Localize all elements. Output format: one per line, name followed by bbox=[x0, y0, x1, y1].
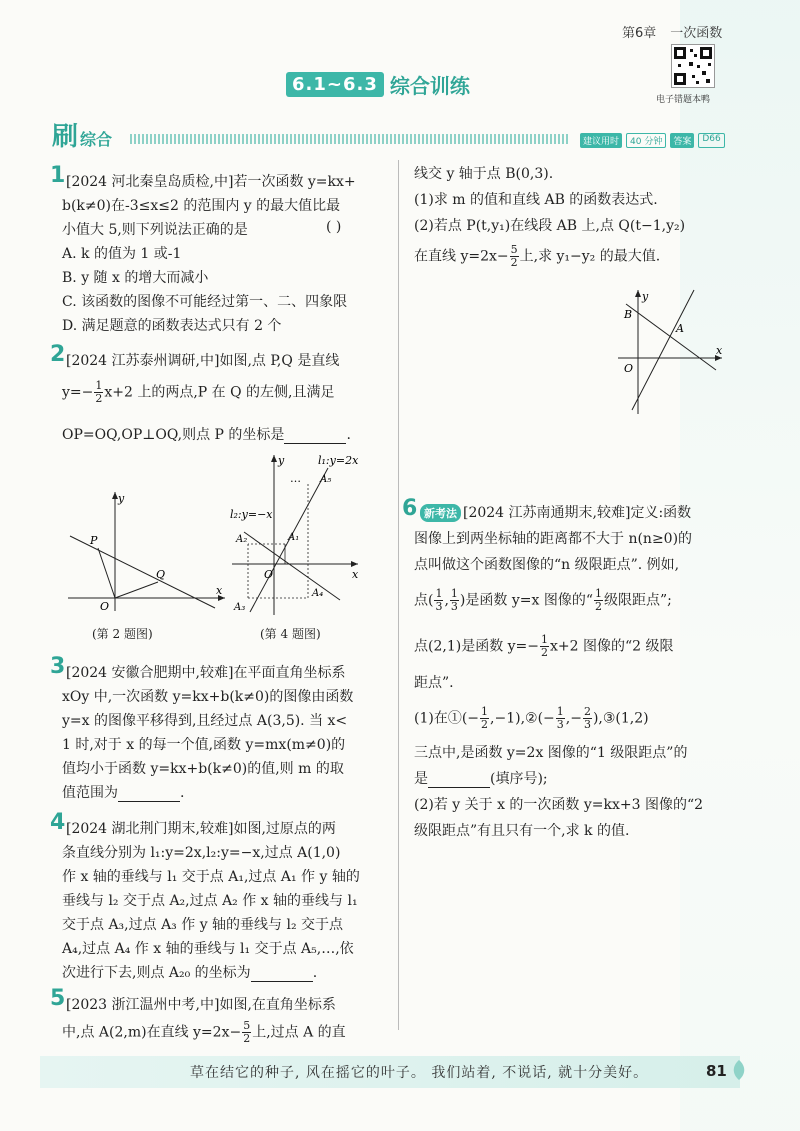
practice-bar-label bbox=[52, 124, 112, 150]
question-text bbox=[62, 1020, 346, 1045]
chapter-number: 第6章 bbox=[622, 26, 657, 41]
answer-blank[interactable] bbox=[284, 427, 346, 444]
fraction bbox=[242, 1020, 251, 1045]
question-text bbox=[62, 380, 335, 405]
fraction bbox=[556, 706, 565, 731]
denominator: 2 bbox=[541, 646, 549, 659]
denominator: 2 bbox=[95, 392, 103, 405]
footer-motto: 草在结它的种子, 风在摇它的叶子。 我们站着, 不说话, 就十分美好。 bbox=[190, 1065, 649, 1081]
question-text bbox=[420, 502, 691, 522]
y-axis-label: y bbox=[642, 290, 649, 303]
numerator: 1 bbox=[556, 705, 564, 718]
text-segment: ,− bbox=[565, 710, 582, 727]
column-divider bbox=[398, 160, 399, 1030]
time-label: 建议用时 bbox=[580, 133, 622, 148]
figure-4-caption: (第 4 题图) bbox=[260, 627, 321, 641]
numerator: 5 bbox=[243, 1019, 251, 1032]
point-a5-label: A₅ bbox=[320, 474, 332, 485]
text-segment: 上,过点 A 的直 bbox=[252, 1024, 346, 1041]
question-number: 1 bbox=[50, 163, 66, 188]
text-segment: 次进行下去,则点 A₂₀ 的坐标为 bbox=[62, 965, 251, 981]
text-segment: 点( bbox=[414, 592, 434, 609]
page-number: 81 bbox=[706, 1062, 727, 1080]
y-axis-label: y bbox=[118, 492, 125, 505]
text-segment: 是 bbox=[414, 771, 428, 787]
denominator: 2 bbox=[594, 600, 602, 613]
question-text: [2024 江苏泰州调研,中]如图,点 P,Q 是直线 bbox=[66, 353, 340, 369]
practice-bar-info bbox=[580, 133, 725, 148]
answer-blank[interactable] bbox=[251, 965, 313, 982]
point-p-label: P bbox=[90, 534, 98, 547]
text-segment: (填序号); bbox=[490, 771, 548, 787]
ellipsis-label: … bbox=[290, 472, 301, 485]
practice-bar-sub: 综合 bbox=[80, 130, 113, 149]
point-b-label: B bbox=[624, 308, 633, 321]
figure-5 bbox=[612, 286, 732, 416]
option-b[interactable]: B. y 随 x 的增大而减小 bbox=[62, 270, 209, 286]
fraction bbox=[583, 706, 592, 731]
point-a1-label: A₁ bbox=[288, 532, 300, 543]
origin-label: O bbox=[100, 600, 110, 613]
fraction bbox=[540, 634, 549, 659]
numerator: 1 bbox=[541, 633, 549, 646]
question-number: 4 bbox=[50, 810, 66, 835]
question-text: 点叫做这个函数图像的“n 级限距点”. 例如, bbox=[414, 557, 680, 573]
text-segment: (1)在①(− bbox=[414, 710, 480, 727]
section-badge: 6.1~6.3 bbox=[286, 72, 384, 97]
answer-paren[interactable]: ( ) bbox=[326, 219, 342, 235]
question-text: 距点”. bbox=[414, 675, 454, 691]
question-text: (1)求 m 的值和直线 AB 的函数表达式. bbox=[414, 192, 658, 208]
qr-caption: 电子错题本鸭 bbox=[656, 95, 711, 105]
fraction bbox=[434, 588, 443, 613]
question-text: [2024 湖北荆门期末,较难]如图,过原点的两 bbox=[66, 821, 336, 837]
question-text: [2023 浙江温州中考,中]如图,在直角坐标系 bbox=[66, 997, 336, 1013]
question-text: xOy 中,一次函数 y=kx+b(k≠0)的图像由函数 bbox=[62, 689, 354, 705]
text-segment: . bbox=[180, 785, 185, 801]
question-text: 三点中,是函数 y=2x 图像的“1 级限距点”的 bbox=[414, 745, 688, 761]
text-segment: 中,点 A(2,m)在直线 y=2x− bbox=[62, 1024, 242, 1041]
page-edge-decoration bbox=[680, 0, 800, 1131]
question-text: 交于点 A₃,过点 A₃ 作 y 轴的垂线与 l₂ 交于点 bbox=[62, 917, 344, 933]
answer-value: D66 bbox=[698, 133, 724, 148]
numerator: 1 bbox=[594, 587, 602, 600]
numerator: 1 bbox=[450, 587, 458, 600]
question-text: (2)若 y 关于 x 的一次函数 y=kx+3 图像的“2 bbox=[414, 797, 704, 813]
origin-label: O bbox=[264, 568, 274, 581]
question-text: b(k≠0)在-3≤x≤2 的范围内 y 的最大值比最 bbox=[62, 198, 341, 214]
question-text: 小值大 5,则下列说法正确的是 bbox=[62, 222, 248, 238]
text-segment: 在直线 y=2x− bbox=[414, 248, 509, 265]
chapter-title: 一次函数 bbox=[670, 26, 723, 41]
question-number: 2 bbox=[50, 342, 66, 367]
text-segment: ,−1),②(− bbox=[490, 710, 555, 727]
text-segment: ),③(1,2) bbox=[592, 710, 649, 727]
time-value: 40 分钟 bbox=[626, 133, 666, 148]
text-segment: . bbox=[346, 427, 351, 443]
denominator: 2 bbox=[243, 1032, 251, 1045]
question-text bbox=[414, 244, 660, 269]
text-segment: [2024 江苏南通期末,较难]定义:函数 bbox=[463, 505, 692, 521]
question-text bbox=[62, 424, 351, 444]
question-text: A₄,过点 A₄ 作 x 轴的垂线与 l₁ 交于点 A₅,…,依 bbox=[62, 941, 354, 957]
point-a-label: A bbox=[676, 322, 684, 335]
denominator: 2 bbox=[510, 256, 518, 269]
text-segment: 级限距点”; bbox=[603, 592, 672, 609]
question-number: 6 bbox=[402, 496, 418, 521]
point-q-label: Q bbox=[156, 568, 166, 581]
practice-bar-stripes bbox=[130, 134, 570, 144]
denominator: 3 bbox=[435, 600, 443, 613]
text-segment: . bbox=[312, 965, 318, 981]
question-text: y=x 的图像平移得到,且经过点 A(3,5). 当 x< bbox=[62, 713, 348, 729]
question-text bbox=[414, 588, 672, 613]
point-a2-label: A₂ bbox=[236, 534, 248, 545]
question-text: 图像上到两坐标轴的距离都不大于 n(n≥0)的 bbox=[414, 531, 693, 547]
point-a3-label: A₃ bbox=[234, 602, 246, 613]
text-segment: x+2 上的两点,P 在 Q 的左侧,且满足 bbox=[104, 384, 335, 401]
qr-code-icon[interactable] bbox=[671, 44, 715, 88]
new-method-badge: 新考法 bbox=[420, 504, 461, 522]
question-text: (2)若点 P(t,y₁)在线段 AB 上,点 Q(t−1,y₂) bbox=[414, 218, 686, 234]
x-axis-label: x bbox=[216, 584, 223, 597]
chapter-header bbox=[622, 22, 722, 41]
question-number: 5 bbox=[50, 986, 66, 1011]
point-a4-label: A₄ bbox=[312, 588, 324, 599]
question-text bbox=[414, 768, 548, 788]
text-segment: x+2 图像的“2 级限 bbox=[550, 638, 674, 655]
question-text: [2024 河北秦皇岛质检,中]若一次函数 y=kx+ bbox=[66, 174, 356, 190]
practice-bar-main: 刷 bbox=[52, 122, 79, 152]
figure-4 bbox=[228, 450, 368, 620]
question-text bbox=[62, 962, 317, 982]
x-axis-label: x bbox=[716, 344, 723, 357]
question-text bbox=[414, 634, 674, 659]
question-text: [2024 安徽合肥期中,较难]在平面直角坐标系 bbox=[66, 665, 346, 681]
section-title bbox=[286, 70, 470, 99]
question-text: 垂线与 l₂ 交于点 A₂,过点 A₂ 作 x 轴的垂线与 l₁ bbox=[62, 893, 358, 909]
question-text: 级限距点”有且只有一个,求 k 的值. bbox=[414, 823, 630, 839]
text-segment: 点(2,1)是函数 y=− bbox=[414, 638, 540, 655]
question-text bbox=[62, 782, 184, 802]
fraction bbox=[94, 380, 103, 405]
figure-2 bbox=[60, 486, 230, 616]
fraction bbox=[450, 588, 459, 613]
answer-blank[interactable] bbox=[118, 785, 180, 802]
question-text: 值均小于函数 y=kx+b(k≠0)的值,则 m 的取 bbox=[62, 761, 344, 777]
question-text bbox=[414, 706, 649, 731]
origin-label: O bbox=[624, 362, 634, 375]
numerator: 2 bbox=[583, 705, 591, 718]
text-segment: OP=OQ,OP⊥OQ,则点 P 的坐标是 bbox=[62, 427, 285, 443]
y-axis-label: y bbox=[278, 454, 285, 467]
question-text: 线交 y 轴于点 B(0,3). bbox=[414, 166, 554, 182]
question-number: 3 bbox=[50, 654, 66, 679]
numerator: 1 bbox=[95, 379, 103, 392]
line-l2-label: l₂:y=−x bbox=[230, 508, 273, 521]
fraction bbox=[480, 706, 489, 731]
text-segment: y=− bbox=[62, 384, 94, 401]
option-d[interactable]: D. 满足题意的函数表达式只有 2 个 bbox=[62, 318, 282, 334]
numerator: 5 bbox=[510, 243, 518, 256]
denominator: 3 bbox=[583, 718, 591, 731]
figure-2-caption: (第 2 题图) bbox=[92, 627, 153, 641]
question-text: 作 x 轴的垂线与 l₁ 交于点 A₁,过点 A₁ 作 y 轴的 bbox=[62, 869, 360, 885]
numerator: 1 bbox=[435, 587, 443, 600]
fraction bbox=[510, 244, 519, 269]
numerator: 1 bbox=[481, 705, 489, 718]
answer-label: 答案 bbox=[670, 133, 694, 148]
question-text: 1 时,对于 x 的每一个值,函数 y=mx(m≠0)的 bbox=[62, 737, 346, 753]
fraction bbox=[594, 588, 603, 613]
text-segment: , bbox=[444, 592, 449, 609]
denominator: 2 bbox=[481, 718, 489, 731]
denominator: 3 bbox=[450, 600, 458, 613]
text-segment: )是函数 y=x 图像的“ bbox=[459, 592, 593, 609]
denominator: 3 bbox=[556, 718, 564, 731]
x-axis-label: x bbox=[352, 568, 359, 581]
text-segment: 上,求 y₁−y₂ 的最大值. bbox=[519, 248, 661, 265]
question-text: 条直线分别为 l₁:y=2x,l₂:y=−x,过点 A(1,0) bbox=[62, 845, 341, 861]
option-a[interactable]: A. k 的值为 1 或-1 bbox=[62, 246, 182, 262]
option-c[interactable]: C. 该函数的图像不可能经过第一、二、四象限 bbox=[62, 294, 348, 310]
answer-blank[interactable] bbox=[428, 771, 490, 788]
text-segment: 值范围为 bbox=[62, 785, 118, 801]
line-l1-label: l₁:y=2x bbox=[318, 454, 359, 467]
section-title-text: 综合训练 bbox=[389, 74, 470, 98]
leaf-icon bbox=[728, 1058, 750, 1082]
